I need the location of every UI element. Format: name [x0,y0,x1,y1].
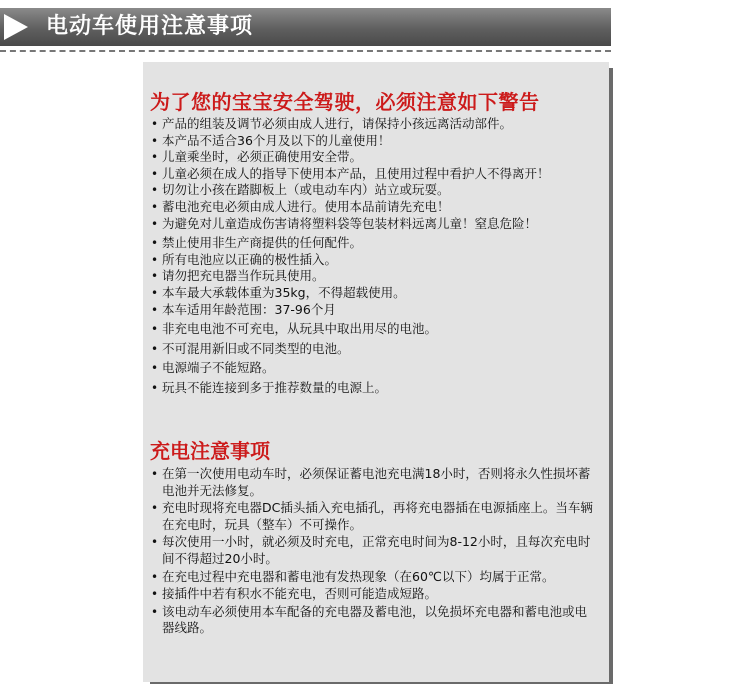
bullet-icon: • [151,361,159,376]
bullet-icon: • [151,302,159,317]
list-item: • 为避免对儿童造成伤害请将塑料袋等包装材料远离儿童！窒息危险！ [151,215,538,231]
list-item: • 充电时现将充电器DC插头插入充电插孔，再将充电器插在电源插座上。当车辆在充电时，玩具（整车）不可操作。 [151,500,593,532]
warning-list [150,116,595,397]
charging-list [150,466,595,638]
bullet-icon: • [151,252,159,267]
bullet-icon: • [151,216,159,231]
list-item: • 产品的组装及调节必须由成人进行，请保持小孩远离活动部件。 [151,116,513,131]
bullet-icon: • [151,322,159,337]
bullet-icon: • [151,236,159,251]
bullet-icon: • [151,199,159,214]
list-item: • 每次使用一小时，就必须及时充电，正常充电时间为8-12小时，且每次充电时间不得超过20小时。 [151,534,591,566]
list-item: • 请勿把充电器当作玩具使用。 [151,268,325,284]
bullet-icon: • [151,535,159,550]
list-item: • 蓄电池充电必须由成人进行。使用本品前请先充电！ [151,198,450,214]
bullet-icon: • [151,285,159,300]
bullet-icon: • [151,183,159,198]
list-item: • 禁止使用非生产商提供的任何配件。 [151,235,363,251]
arrow-icon [4,14,28,40]
list-item: • 在充电过程中充电器和蓄电池有发热现象（在60℃以下）均属于正常。 [151,568,555,584]
bullet-icon: • [151,467,159,481]
bullet-icon: • [151,501,159,516]
list-item: • 所有电池应以正确的极性插入。 [151,251,338,267]
list-item: • 儿童乘坐时，必须正确使用安全带。 [151,149,363,165]
list-item: • 本产品不适合36个月及以下的儿童使用！ [151,132,391,148]
bullet-icon: • [151,587,159,602]
bullet-icon: • [151,569,159,584]
list-item: • 切勿让小孩在踏脚板上（或电动车内）站立或玩耍。 [151,182,450,198]
bullet-icon: • [151,117,159,131]
bullet-icon: • [151,133,159,148]
list-item: • 本车适用年龄范围：37-96个月 [151,301,336,317]
bullet-icon: • [151,604,159,619]
list-item: • 本车最大承载体重为35kg，不得超载使用。 [151,284,406,300]
list-item: • 电源端子不能短路。 [151,360,275,376]
bullet-icon: • [151,166,159,181]
banner-divider [0,50,611,52]
bullet-icon: • [151,341,159,356]
bullet-icon: • [151,150,159,165]
bullet-icon: • [151,380,159,395]
list-item: • 不可混用新旧或不同类型的电池。 [151,340,350,356]
bullet-icon: • [151,269,159,284]
warning-heading: 为了您的宝宝安全驾驶，必须注意如下警告 [150,90,540,114]
list-item: • 非充电电池不可充电，从玩具中取出用尽的电池。 [151,321,438,337]
list-item: • 在第一次使用电动车时，必须保证蓄电池充电满18小时，否则将永久性损坏蓄电池并无法修复。 [151,466,591,498]
list-item: • 儿童必须在成人的指导下使用本产品，且使用过程中看护人不得离开！ [151,165,550,181]
list-item: • 该电动车必须使用本车配备的充电器及蓄电池，以免损坏充电器和蓄电池或电器线路。 [151,603,588,636]
section-banner [0,8,611,46]
banner-title: 电动车使用注意事项 [46,14,254,39]
charging-heading: 充电注意事项 [150,439,270,463]
list-item: • 玩具不能连接到多于推荐数量的电源上。 [151,379,388,395]
list-item: • 接插件中若有积水不能充电，否则可能造成短路。 [151,586,438,602]
